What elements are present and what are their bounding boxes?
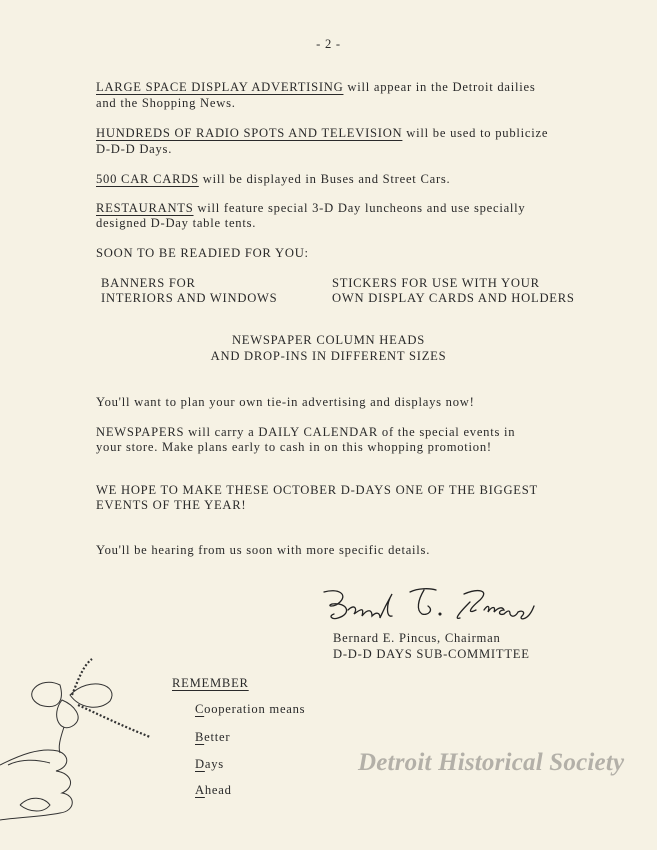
paragraph-text: will be displayed in Buses and Street Cars.	[198, 172, 451, 186]
handwritten-signature	[318, 580, 588, 630]
item-stickers-line2: OWN DISPLAY CARDS AND HOLDERS	[332, 291, 575, 305]
item-stickers-line1: STICKERS FOR USE WITH YOUR	[332, 276, 540, 290]
acronym-word-rest: ays	[204, 757, 224, 771]
signatory-name: Bernard E. Pincus, Chairman	[333, 631, 501, 645]
soon-heading: SOON TO BE READIED FOR YOU:	[96, 246, 309, 260]
paragraph-text: will be used to publicize	[402, 126, 549, 140]
signatory-committee: D-D-D DAYS SUB-COMMITTEE	[333, 647, 530, 661]
acronym-word-rest: ooperation means	[204, 702, 306, 716]
paragraph-line: D-D-D Days.	[96, 142, 173, 156]
acronym-initial: B	[195, 730, 205, 744]
item-banners-line1: BANNERS FOR	[101, 276, 196, 290]
closing-text: You'll be hearing from us soon with more specific details.	[96, 543, 431, 557]
paragraph-line: designed D-Day table tents.	[96, 216, 257, 230]
paragraph-text: will feature special 3-D Day luncheons and use specially	[193, 201, 526, 215]
paragraph-lead: LARGE SPACE DISPLAY ADVERTISING	[96, 80, 344, 94]
newspapers-line2: your store. Make plans early to cash in on this whopping promotion!	[96, 440, 492, 454]
paragraph-lead: 500 CAR CARDS	[96, 172, 199, 186]
remember-word-cooperation	[195, 702, 305, 717]
tie-in-text: You'll want to plan your own tie-in advertising and displays now!	[96, 395, 475, 409]
watermark: Detroit Historical Society	[358, 749, 625, 776]
hope-line1: WE HOPE TO MAKE THESE OCTOBER D-DAYS ONE OF THE BIGGEST	[96, 483, 538, 497]
newspapers-line1: NEWSPAPERS will carry a DAILY CALENDAR of the special events in	[96, 425, 516, 439]
remember-word-ahead	[195, 783, 232, 798]
paragraph-car-cards	[96, 172, 450, 187]
paragraph-lead: RESTAURANTS	[96, 201, 194, 215]
remember-heading: REMEMBER	[172, 676, 249, 690]
item-column-heads-line2: AND DROP-INS IN DIFFERENT SIZES	[210, 349, 447, 363]
paragraph-restaurants	[96, 201, 525, 216]
remember-word-better	[195, 730, 230, 745]
remember-word-days	[195, 757, 224, 772]
paragraph-text: will appear in the Detroit dailies	[343, 80, 536, 94]
item-column-heads-line1: NEWSPAPER COLUMN HEADS	[231, 333, 426, 347]
acronym-word-rest: head	[204, 783, 232, 797]
paragraph-advertising	[96, 80, 536, 95]
item-banners-line2: INTERIORS AND WINDOWS	[101, 291, 278, 305]
hand-with-string-bow-illustration	[0, 655, 170, 825]
paragraph-lead: HUNDREDS OF RADIO SPOTS AND TELEVISION	[96, 126, 403, 140]
acronym-initial: A	[195, 783, 205, 797]
paragraph-radio	[96, 126, 548, 141]
hope-line2: EVENTS OF THE YEAR!	[96, 498, 247, 512]
acronym-initial: C	[195, 702, 205, 716]
paragraph-line: and the Shopping News.	[96, 96, 236, 110]
acronym-word-rest: etter	[204, 730, 231, 744]
acronym-initial: D	[195, 757, 205, 771]
page-number: - 2 -	[316, 37, 341, 51]
